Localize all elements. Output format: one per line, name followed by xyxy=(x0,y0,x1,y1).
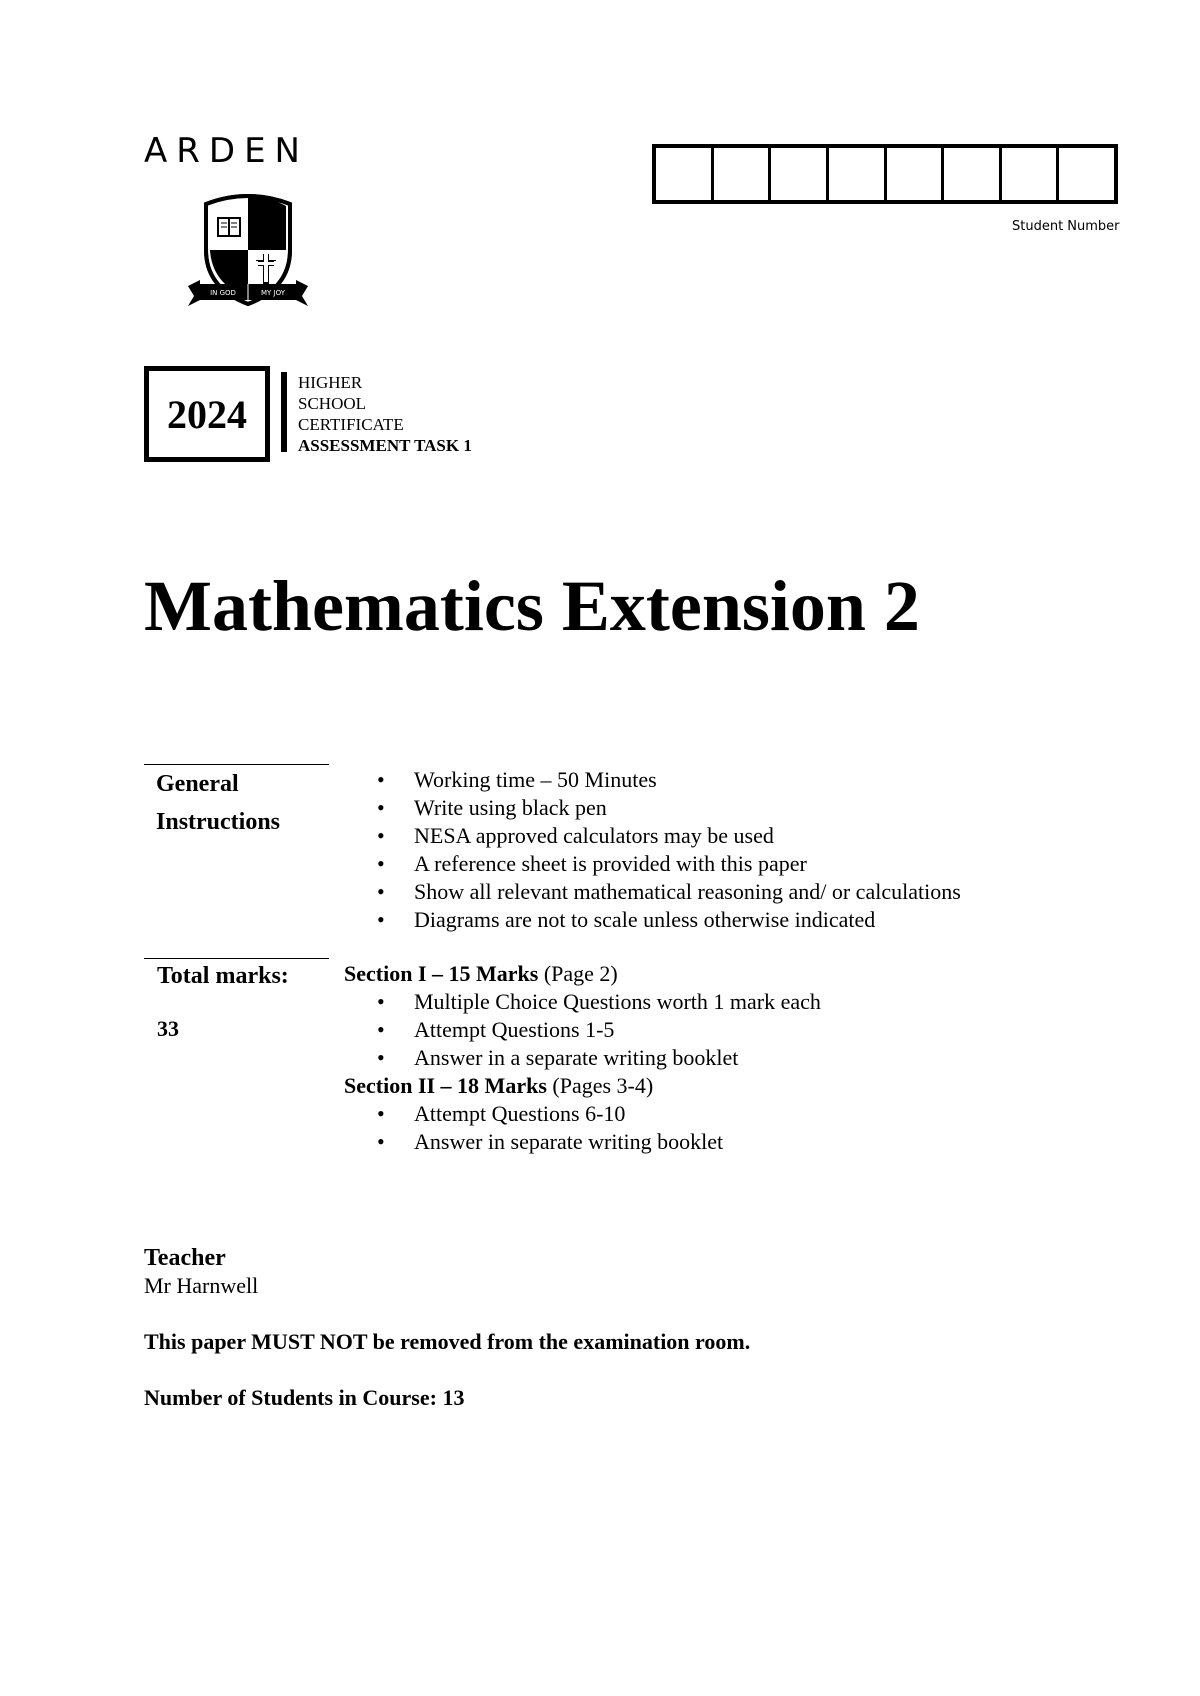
badge-divider xyxy=(281,372,287,452)
sections-block xyxy=(344,960,821,1156)
assessment-task-label: ASSESSMENT TASK 1 xyxy=(298,436,472,455)
certificate-line: SCHOOL xyxy=(298,394,367,413)
teacher-name: Mr Harnwell xyxy=(144,1273,259,1298)
svg-text:MY JOY: MY JOY xyxy=(260,289,286,297)
section-2-list xyxy=(344,1100,821,1156)
list-item: • Write using black pen xyxy=(344,794,961,822)
svg-text:IN GOD: IN GOD xyxy=(210,289,236,297)
students-in-course: Number of Students in Course: 13 xyxy=(144,1385,465,1410)
general-instructions-list xyxy=(344,766,961,934)
section-1-heading-bold: Section I – 15 Marks xyxy=(344,961,539,986)
list-item: • Answer in separate writing booklet xyxy=(344,1128,821,1156)
student-number-digit-box[interactable] xyxy=(887,148,945,200)
list-item: • Multiple Choice Questions worth 1 mark each xyxy=(344,988,821,1016)
student-number-digit-box[interactable] xyxy=(656,148,714,200)
school-name: ARDEN xyxy=(144,131,309,171)
list-item: • Show all relevant mathematical reasoning and/ or calculations xyxy=(344,878,961,906)
student-number-digit-box[interactable] xyxy=(1002,148,1060,200)
certificate-line: CERTIFICATE xyxy=(298,415,404,434)
certificate-line: HIGHER xyxy=(298,373,363,392)
student-number-digit-box[interactable] xyxy=(771,148,829,200)
section-2-heading xyxy=(344,1072,821,1100)
list-item: • Diagrams are not to scale unless otherwise indicated xyxy=(344,906,961,934)
year-badge: 2024 xyxy=(144,366,270,462)
list-item: • Working time – 50 Minutes xyxy=(344,766,961,794)
total-marks-label: Total marks: xyxy=(157,963,289,989)
removal-warning: This paper MUST NOT be removed from the examination room. xyxy=(144,1329,751,1354)
teacher-label: Teacher xyxy=(144,1245,226,1271)
student-number-digit-box[interactable] xyxy=(829,148,887,200)
student-number-digit-box[interactable] xyxy=(944,148,1002,200)
exam-title: Mathematics Extension 2 xyxy=(144,566,920,646)
section-2-heading-pages: (Pages 3-4) xyxy=(546,1073,654,1098)
student-number-digit-box[interactable] xyxy=(714,148,772,200)
student-number-label: Student Number xyxy=(1012,219,1120,234)
school-crest-logo xyxy=(186,190,310,316)
list-item: • A reference sheet is provided with this paper xyxy=(344,850,961,878)
list-item: • Attempt Questions 1-5 xyxy=(344,1016,821,1044)
section-1-heading xyxy=(344,960,821,988)
student-number-digit-box[interactable] xyxy=(1059,148,1114,200)
general-instructions-label xyxy=(156,765,280,841)
student-number-boxes[interactable] xyxy=(652,144,1118,204)
section-1-list xyxy=(344,988,821,1072)
general-instructions-label-line: General xyxy=(156,771,239,797)
list-item: • NESA approved calculators may be used xyxy=(344,822,961,850)
total-marks-value: 33 xyxy=(157,1016,179,1041)
general-instructions-label-line: Instructions xyxy=(156,809,281,835)
list-item: • Answer in a separate writing booklet xyxy=(344,1044,821,1072)
list-item: • Attempt Questions 6-10 xyxy=(344,1100,821,1128)
certificate-label xyxy=(298,372,472,456)
section-1-heading-pages: (Page 2) xyxy=(538,961,618,986)
section-2-heading-bold: Section II – 18 Marks xyxy=(344,1073,547,1098)
